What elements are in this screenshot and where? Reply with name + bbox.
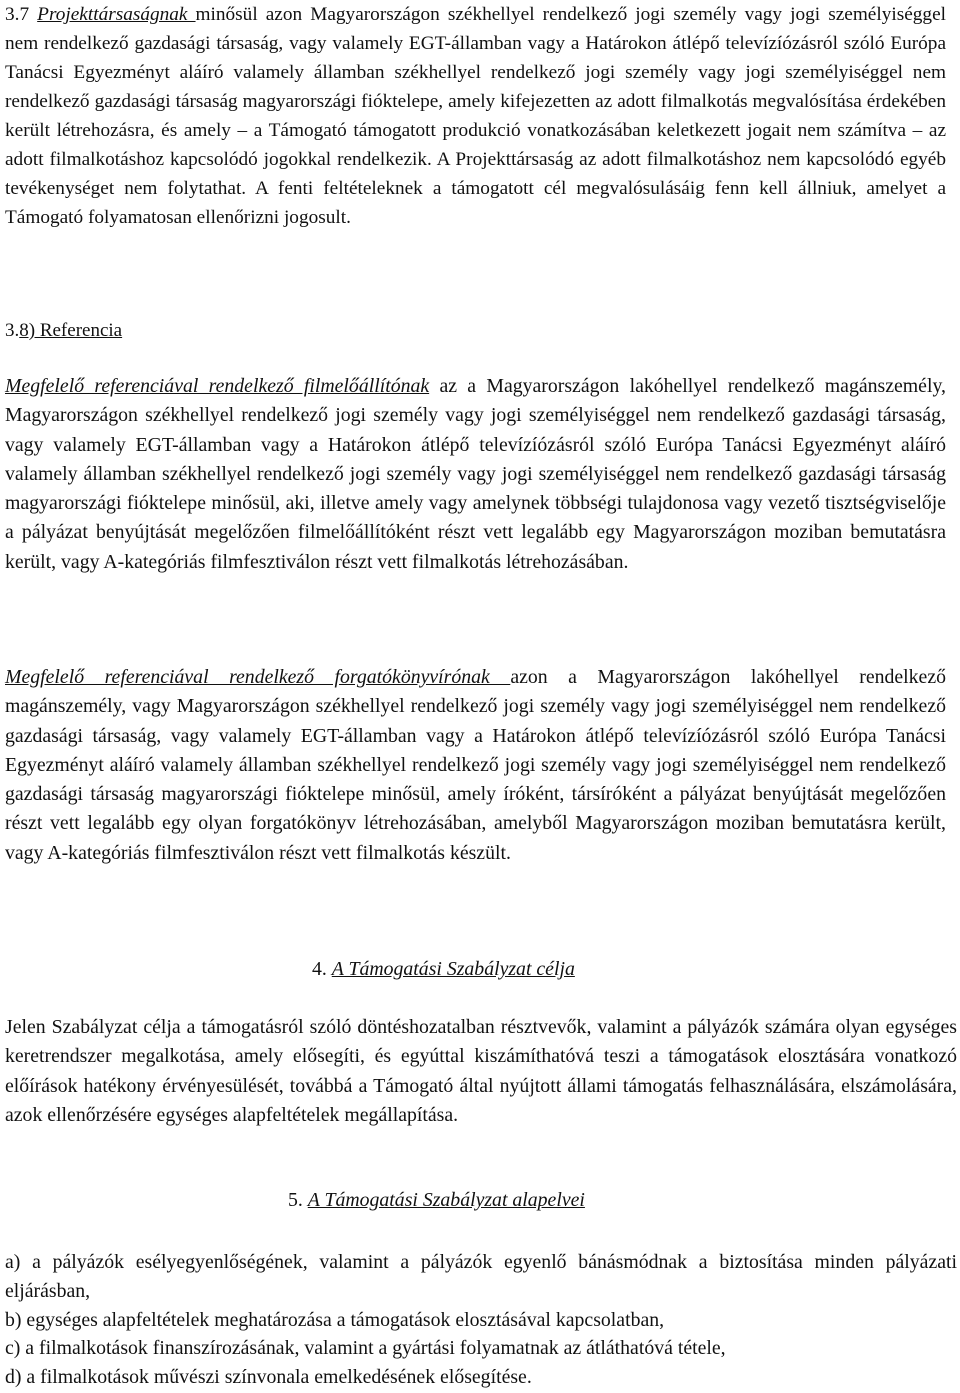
section-heading-3-8: [5, 316, 122, 345]
section-number: 3.7: [5, 4, 38, 25]
heading-title: 8) Referencia: [19, 320, 123, 341]
paragraph-text: minősül azon Magyarországon székhellyel rendelkező jogi személy vagy jogi személyiséggel nem rendelkező gazdasági társaság, vagy valamely EGT-államban vagy a Határokon átlépő televízíózásról szóló Európa Tanácsi Egyezményt aláíró valamely államban székhellyel rendelkező jogi személy vagy jogi személyiséggel nem rendelkező gazdasági társaság magyarországi fióktelepe, amely kifejezetten az adott filmalkotás megvalósítása érdekében került létrehozásra, és amely – a Támogató támogatott produkció vonatkozásában keletkezett jogait nem számítva – az adott filmalkotáshoz kapcsolódó jogokkal rendelkezik. A Projekttársaság az adott filmalkotáshoz nem kapcsolódó egyéb tevékenységet nem folytathat. A fenti feltételeknek a támogatott cél megvalósulásáig fenn kell állniuk, amelyet a Támogató folyamatosan ellenőrizni jogosult.: [5, 4, 946, 228]
paragraph-3-7: [5, 0, 946, 232]
list-item: d) a filmalkotások művészi színvonala emelkedésének elősegítése.: [5, 1366, 532, 1389]
defined-term: Projekttársaságnak: [37, 4, 196, 25]
list-item: b) egységes alapfeltételek meghatározása a támogatások elosztásával kapcsolatban,: [5, 1308, 665, 1331]
paragraph-screenwriter: [5, 663, 946, 868]
defined-term: Megfelelő referenciával rendelkező filmelőállítónak: [5, 375, 430, 397]
heading-number: 5.: [288, 1189, 308, 1211]
heading-title: A Támogatási Szabályzat célja: [331, 958, 575, 980]
list-item: a) a pályázók esélyegyenlőségének, valamint a pályázók egyenlő bánásmódnak a biztosítása minden pályázati eljárásban,: [5, 1251, 957, 1302]
paragraph-4: [5, 1013, 957, 1130]
principles-list: [5, 1248, 957, 1392]
paragraph-text: azon a Magyarországon lakóhellyel rendelkező magánszemély, vagy Magyarországon székhellyel rendelkező jogi személy vagy jogi személyiséggel nem rendelkező gazdasági társaság, vagy valamely EGT-államban vagy a Határokon átlépő televízíózásról szóló Európa Tanácsi Egyezményt aláíró valamely államban székhellyel rendelkező jogi személy vagy jogi személyiséggel nem rendelkező gazdasági társaság magyarországi fióktelepe minősül, amely íróként, társíróként a pályázat benyújtását megelőzően részt vett legalább egy olyan forgatókönyv létrehozásában, amelyből Magyarországon moziban bemutatásra került, vagy A-kategóriás filmfesztiválon részt vett filmalkotás készült.: [5, 666, 947, 864]
defined-term: Megfelelő referenciával rendelkező forgatókönyvírónak: [5, 666, 511, 688]
paragraph-text: az a Magyarországon lakóhellyel rendelkező magánszemély, Magyarországon székhellyel rendelkező jogi személy vagy jogi személyiséggel nem rendelkező gazdasági társaság, vagy valamely EGT-államban vagy a Határokon átlépő televízíózásról szóló Európa Tanácsi Egyezményt aláíró valamely államban székhellyel rendelkező jogi személy vagy jogi személyiséggel nem rendelkező gazdasági társaság magyarországi fióktelepe minősül, aki, illetve amely vagy amelynek többségi tulajdonosa vagy vezető tisztségviselője a pályázat benyújtását megelőzően filmelőállítóként részt vett legalább egy Magyarországon moziban bemutatásra került, vagy A-kategóriás filmfesztiválon részt vett filmalkotás létrehozásában.: [5, 375, 946, 573]
section-heading-4: [312, 955, 575, 984]
heading-title: A Támogatási Szabályzat alapelvei: [307, 1189, 585, 1211]
paragraph-text: Jelen Szabályzat célja a támogatásról szóló döntéshozatalban résztvevők, valamint a pályázók számára olyan egységes keretrendszer megalkotása, amely elősegíti, és egyúttal kiszámíthatóvá teszi a támogatások elosztására vonatkozó előírások hatékony érvényesülését, továbbá a Támogató által nyújtott állami támogatás felhasználására, elszámolására, azok ellenőrzésére egységes alapfeltételek megállapítása.: [5, 1016, 957, 1126]
paragraph-film-producer: [5, 372, 946, 577]
section-heading-5: [288, 1186, 585, 1215]
list-item: c) a filmalkotások finanszírozásának, valamint a gyártási folyamatnak az átláthatóvá tétele,: [5, 1337, 726, 1360]
heading-number: 3.: [5, 320, 20, 341]
heading-number: 4.: [312, 958, 332, 980]
